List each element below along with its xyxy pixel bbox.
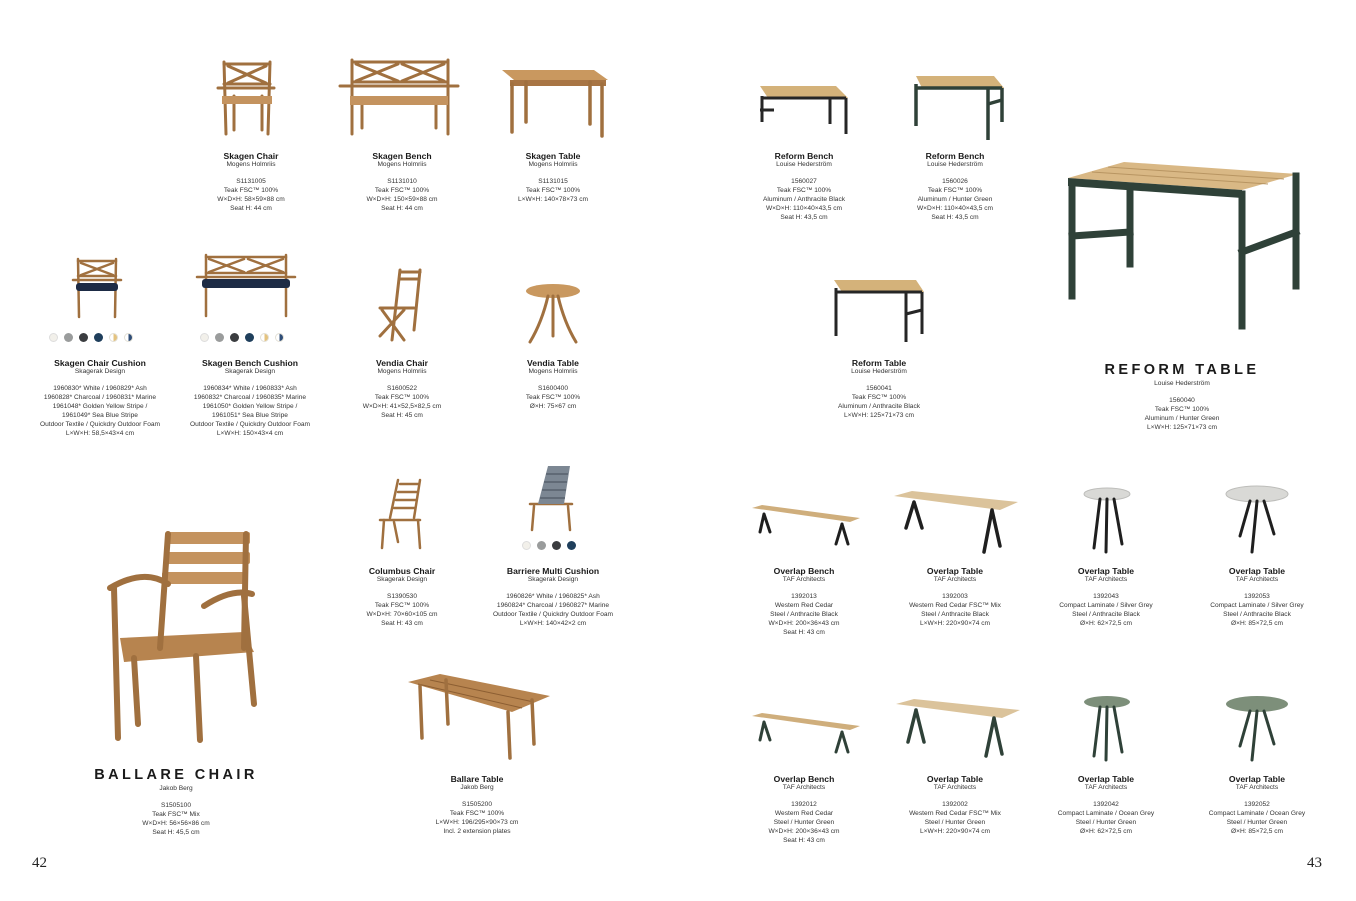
overlap-table-62-green-image: [1082, 694, 1132, 762]
product-specs: 1560026 Teak FSC™ 100% Aluminum / Hunter Green W×D×H: 110×40×43,5 cm Seat H: 43,5 cm: [916, 178, 994, 221]
page-number-left: 42: [32, 855, 47, 871]
product-caption: [1172, 566, 1342, 629]
overlap-bench-green-image: [750, 712, 862, 756]
product-caption: [1097, 362, 1267, 433]
product-specs: S1131010 Teak FSC™ 100% W×D×H: 150×59×88 cm Seat H: 44 cm: [366, 178, 438, 212]
overlap-table-62-black-image: [1082, 486, 1132, 554]
product-specs: S1600522 Teak FSC™ 100% W×D×H: 41×52,5×82,5 cm Seat H: 45 cm: [362, 385, 442, 419]
product-name: Reform Bench: [774, 151, 834, 161]
product-specs: S1505100 Teak FSC™ Mix W×D×H: 56×56×86 cm Seat H: 45,5 cm: [142, 802, 210, 836]
vendia-table-image: [524, 282, 582, 346]
product-designer: Jakob Berg: [460, 784, 494, 791]
product-caption: [719, 151, 889, 223]
product-designer: Mogens Holmriis: [528, 161, 578, 168]
product-name: Vendia Table: [527, 358, 579, 368]
product-name: Overlap Table: [926, 774, 984, 784]
product-specs: S1600400 Teak FSC™ 100% Ø×H: 75×67 cm: [525, 385, 581, 410]
product-designer: Louise Hederström: [927, 161, 983, 168]
product-caption: [719, 566, 889, 638]
product-designer: Mogens Holmriis: [377, 368, 427, 375]
product-name: REFORM TABLE: [1104, 362, 1260, 378]
product-designer: TAF Architects: [1084, 576, 1128, 583]
product-name: Skagen Chair: [223, 151, 279, 161]
skagen-chair-cushion-swatches: [49, 333, 133, 342]
reform-bench-green-image: [908, 74, 1008, 144]
columbus-chair-image: [376, 476, 428, 552]
overlap-table-85-green-image: [1224, 694, 1290, 764]
product-name: Skagen Table: [525, 151, 581, 161]
swatch-ash[interactable]: [215, 333, 224, 342]
swatch-golden-yellow-stripe[interactable]: [260, 333, 269, 342]
swatch-white[interactable]: [49, 333, 58, 342]
swatch-golden-yellow-stripe[interactable]: [109, 333, 118, 342]
skagen-bench-cushion-image: [194, 252, 298, 320]
product-designer: Skagerak Design: [527, 576, 579, 583]
product-caption: [165, 358, 335, 438]
product-caption: [870, 151, 1040, 223]
product-specs: 1560040 Teak FSC™ 100% Aluminum / Hunter Green L×W×H: 125×71×73 cm: [1144, 397, 1220, 431]
product-designer: TAF Architects: [782, 784, 826, 791]
product-designer: Louise Hederström: [776, 161, 832, 168]
product-name: Reform Table: [851, 358, 907, 368]
swatch-ash[interactable]: [64, 333, 73, 342]
product-name: Skagen Chair Cushion: [54, 358, 146, 368]
product-specs: 1392013 Western Red Cedar Steel / Anthracite Black W×D×H: 200×36×43 cm Seat H: 43 cm: [768, 593, 840, 636]
product-name: Overlap Table: [1077, 566, 1135, 576]
skagen-table-image: [498, 64, 612, 140]
product-specs: 1392052 Compact Laminate / Ocean Grey Steel / Hunter Green Ø×H: 85×72,5 cm: [1208, 801, 1306, 835]
product-designer: Skagerak Design: [74, 368, 126, 375]
swatch-white[interactable]: [522, 541, 531, 550]
product-name: Overlap Table: [926, 566, 984, 576]
barriere-multi-cushion-swatches: [522, 541, 576, 550]
product-designer: Skagerak Design: [224, 368, 276, 375]
product-designer: TAF Architects: [1084, 784, 1128, 791]
product-name: Ballare Table: [450, 774, 504, 784]
product-specs: 1392042 Compact Laminate / Ocean Grey Steel / Hunter Green Ø×H: 62×72,5 cm: [1057, 801, 1155, 835]
product-name: BALLARE CHAIR: [94, 767, 258, 783]
product-designer: TAF Architects: [933, 784, 977, 791]
product-caption: [794, 358, 964, 421]
product-caption: [392, 774, 562, 837]
product-name: Columbus Chair: [368, 566, 436, 576]
reform-table-black-image: [830, 278, 926, 346]
skagen-chair-image: [214, 58, 280, 138]
swatch-marine[interactable]: [245, 333, 254, 342]
product-specs: S1505200 Teak FSC™ 100% L×W×H: 196/295×90×73 cm Incl. 2 extension plates: [435, 801, 519, 835]
swatch-marine[interactable]: [94, 333, 103, 342]
product-name: Vendia Chair: [375, 358, 429, 368]
product-specs: 1392012 Western Red Cedar Steel / Hunter Green W×D×H: 200×36×43 cm Seat H: 43 cm: [768, 801, 840, 844]
page-number-right: 43: [1307, 855, 1322, 871]
overlap-table-long-green-image: [894, 698, 1022, 762]
swatch-sea-blue-stripe[interactable]: [124, 333, 133, 342]
product-caption: [468, 566, 638, 629]
product-caption: [1021, 566, 1191, 629]
product-name: Overlap Bench: [773, 566, 835, 576]
product-designer: TAF Architects: [1235, 576, 1279, 583]
overlap-table-long-black-image: [892, 490, 1020, 554]
skagen-bench-image: [336, 56, 462, 138]
product-specs: 1560027 Teak FSC™ 100% Aluminum / Anthracite Black W×D×H: 110×40×43,5 cm Seat H: 43,5 cm: [762, 178, 846, 221]
product-designer: Mogens Holmriis: [528, 368, 578, 375]
barriere-multi-cushion-image: [526, 464, 578, 534]
product-designer: Louise Hederström: [851, 368, 907, 375]
product-caption: [1021, 774, 1191, 837]
product-designer: Skagerak Design: [376, 576, 428, 583]
skagen-chair-cushion-image: [70, 256, 124, 320]
swatch-sea-blue-stripe[interactable]: [275, 333, 284, 342]
ballare-chair-image: [104, 528, 260, 746]
reform-table-green-image: [1062, 160, 1304, 332]
product-specs: 1960834* White / 1960833* Ash 1960832* Charcoal / 1960835* Marine 1961050* Golden Yellow Stripe / 1961051* Sea Blue Stripe Outdoor Textile / Quickdry Outdoor Foam L×W×H: 150×43×4 cm: [189, 385, 311, 437]
vendia-chair-image: [374, 266, 428, 344]
product-name: Overlap Table: [1077, 774, 1135, 784]
product-specs: 1560041 Teak FSC™ 100% Aluminum / Anthracite Black L×W×H: 125×71×73 cm: [837, 385, 921, 419]
product-caption: [15, 358, 185, 438]
product-designer: Jakob Berg: [159, 785, 193, 792]
product-specs: 1960826* White / 1960825* Ash 1960824* Charcoal / 1960827* Marine Outdoor Textile / Quickdry Outdoor Foam L×W×H: 140×42×2 cm: [492, 593, 614, 627]
product-caption: [870, 774, 1040, 837]
reform-bench-black-image: [756, 84, 852, 136]
product-caption: [719, 774, 889, 846]
product-designer: TAF Architects: [1235, 784, 1279, 791]
product-caption: [317, 358, 487, 421]
product-designer: Mogens Holmriis: [377, 161, 427, 168]
product-designer: Mogens Holmriis: [226, 161, 276, 168]
product-specs: 1960830* White / 1960829* Ash 1960828* Charcoal / 1960831* Marine 1961048* Golden Yellow Stripe / 1961049* Sea Blue Stripe Outdoor Textile / Quickdry Outdoor Foam L×W×H: 58,5×43×4 cm: [39, 385, 161, 437]
product-specs: 1392053 Compact Laminate / Silver Grey Steel / Anthracite Black Ø×H: 85×72,5 cm: [1210, 593, 1304, 627]
product-caption: [317, 566, 487, 629]
product-name: Overlap Table: [1228, 566, 1286, 576]
product-name: Overlap Bench: [773, 774, 835, 784]
product-designer: TAF Architects: [782, 576, 826, 583]
product-name: Reform Bench: [925, 151, 985, 161]
product-caption: [317, 151, 487, 214]
product-designer: Louise Hederström: [1154, 380, 1210, 387]
ballare-table-image: [404, 672, 552, 762]
swatch-charcoal[interactable]: [552, 541, 561, 550]
product-name: Overlap Table: [1228, 774, 1286, 784]
swatch-charcoal[interactable]: [230, 333, 239, 342]
product-specs: S1131015 Teak FSC™ 100% L×W×H: 140×78×73 cm: [517, 178, 588, 203]
product-specs: S1131005 Teak FSC™ 100% W×D×H: 58×59×88 cm Seat H: 44 cm: [217, 178, 285, 212]
product-caption: [870, 566, 1040, 629]
product-specs: 1392002 Western Red Cedar FSC™ Mix Steel / Hunter Green L×W×H: 220×90×74 cm: [909, 801, 1001, 835]
product-caption: [468, 358, 638, 412]
product-designer: TAF Architects: [933, 576, 977, 583]
swatch-ash[interactable]: [537, 541, 546, 550]
overlap-table-85-black-image: [1224, 484, 1290, 554]
overlap-bench-black-image: [750, 504, 862, 548]
product-specs: 1392003 Western Red Cedar FSC™ Mix Steel / Anthracite Black L×W×H: 220×90×74 cm: [909, 593, 1001, 627]
product-caption: [166, 151, 336, 214]
swatch-white[interactable]: [200, 333, 209, 342]
product-caption: [1172, 774, 1342, 837]
product-specs: S1390530 Teak FSC™ 100% W×D×H: 70×60×105 cm Seat H: 43 cm: [366, 593, 438, 627]
product-caption: [468, 151, 638, 205]
skagen-bench-cushion-swatches: [200, 333, 284, 342]
product-name: Skagen Bench: [372, 151, 432, 161]
swatch-charcoal[interactable]: [79, 333, 88, 342]
swatch-marine[interactable]: [567, 541, 576, 550]
product-name: Barriere Multi Cushion: [506, 566, 600, 576]
product-name: Skagen Bench Cushion: [202, 358, 298, 368]
product-caption: [91, 767, 261, 838]
product-specs: 1392043 Compact Laminate / Silver Grey Steel / Anthracite Black Ø×H: 62×72,5 cm: [1059, 593, 1153, 627]
